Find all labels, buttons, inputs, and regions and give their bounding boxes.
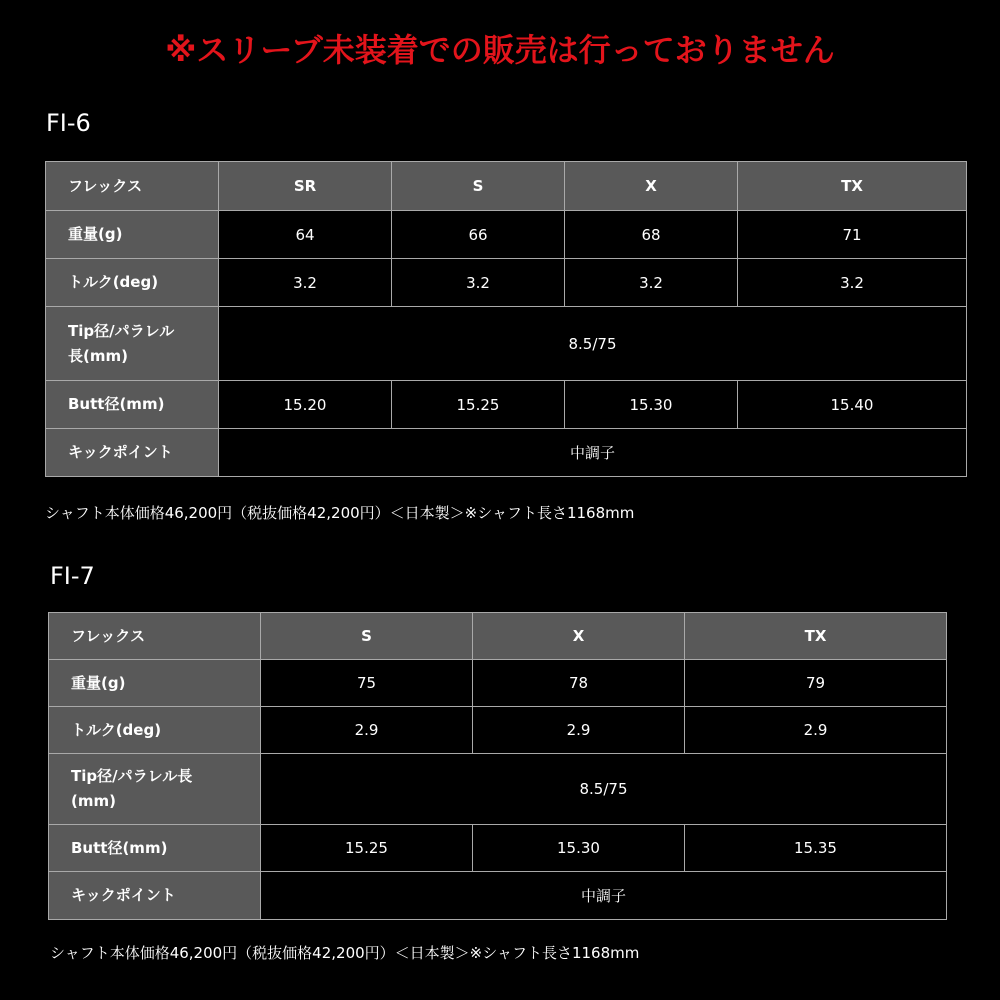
row-label-torque: トルク(deg) [46,259,219,307]
butt-cell: 15.25 [261,825,473,872]
weight-cell: 66 [392,211,565,259]
row-label-kick: キックポイント [46,429,219,477]
torque-cell: 2.9 [473,707,685,754]
table-row-kick [49,872,947,920]
kick-cell: 中調子 [219,429,967,477]
butt-cell: 15.25 [392,381,565,429]
footnote-fi6: シャフト本体価格46,200円（税抜価格42,200円）＜日本製＞※シャフト長さ1168mm [45,504,635,522]
butt-cell: 15.40 [738,381,967,429]
model-title-fi7: FI-7 [50,562,95,590]
table-row-butt [49,825,947,872]
tip-cell: 8.5/75 [261,754,947,825]
torque-cell: 2.9 [261,707,473,754]
table-row-butt [46,381,967,429]
table-row-torque [46,259,967,307]
weight-cell: 75 [261,660,473,707]
table-row-weight [49,660,947,707]
table-row-tip [49,754,947,825]
row-label-kick: キックポイント [49,872,261,920]
flex-header-cell: TX [738,162,967,211]
row-label-tip [49,754,261,825]
torque-cell: 2.9 [685,707,947,754]
weight-cell: 68 [565,211,738,259]
row-label-weight: 重量(g) [46,211,219,259]
table-row-tip [46,307,967,381]
table-row-flex [49,613,947,660]
flex-header-cell: X [565,162,738,211]
row-label-tip [46,307,219,381]
weight-cell: 64 [219,211,392,259]
table-row-weight [46,211,967,259]
row-label-weight: 重量(g) [49,660,261,707]
butt-cell: 15.20 [219,381,392,429]
table-row-kick [46,429,967,477]
weight-cell: 71 [738,211,967,259]
model-title-fi6: FI-6 [46,109,91,137]
kick-cell: 中調子 [261,872,947,920]
row-label-tip-line2: (mm) [71,792,116,810]
flex-header-cell: TX [685,613,947,660]
table-row-torque [49,707,947,754]
butt-cell: 15.30 [565,381,738,429]
torque-cell: 3.2 [738,259,967,307]
table-row-flex [46,162,967,211]
row-label-tip-line2: 長(mm) [68,346,128,365]
butt-cell: 15.30 [473,825,685,872]
spec-table-fi7 [48,612,947,920]
row-label-tip-line1: Tip径/パラレル [68,321,175,340]
spec-table-fi6 [45,161,967,477]
row-label-butt: Butt径(mm) [49,825,261,872]
butt-cell: 15.35 [685,825,947,872]
torque-cell: 3.2 [392,259,565,307]
weight-cell: 79 [685,660,947,707]
torque-cell: 3.2 [565,259,738,307]
footnote-fi7: シャフト本体価格46,200円（税抜価格42,200円）＜日本製＞※シャフト長さ1168mm [50,944,640,962]
flex-header-cell: SR [219,162,392,211]
row-label-flex: フレックス [49,613,261,660]
torque-cell: 3.2 [219,259,392,307]
tip-cell: 8.5/75 [219,307,967,381]
flex-header-cell: X [473,613,685,660]
sleeve-notice: ※スリーブ未装着での販売は行っておりません [165,31,835,69]
row-label-butt: Butt径(mm) [46,381,219,429]
row-label-torque: トルク(deg) [49,707,261,754]
flex-header-cell: S [261,613,473,660]
row-label-tip-line1: Tip径/パラレル長 [71,767,193,785]
row-label-flex: フレックス [46,162,219,211]
weight-cell: 78 [473,660,685,707]
flex-header-cell: S [392,162,565,211]
